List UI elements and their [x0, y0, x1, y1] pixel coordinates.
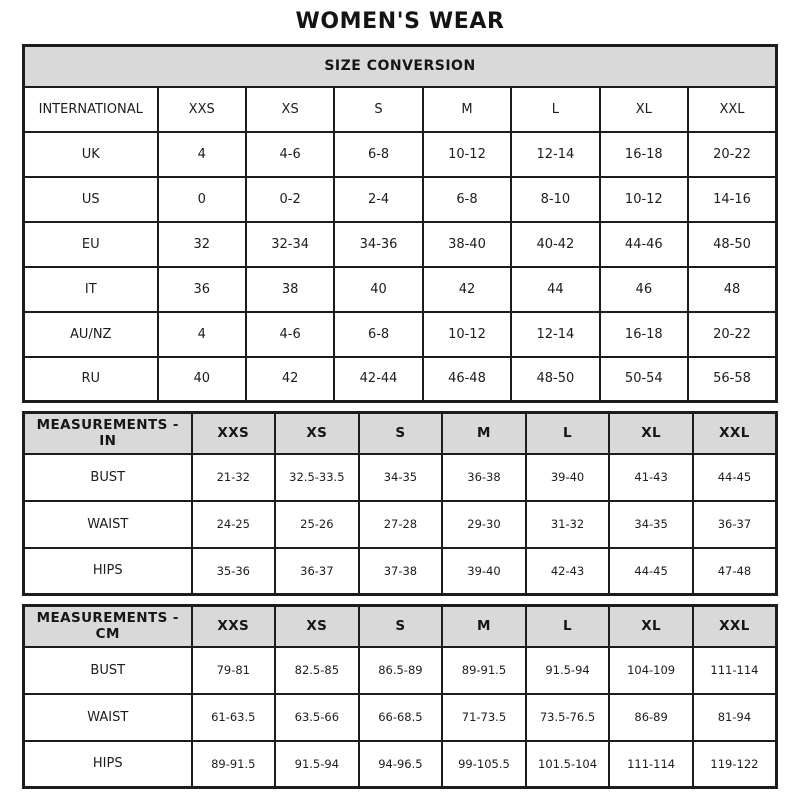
value-cell: 48: [688, 267, 776, 312]
value-cell: 91.5-94: [526, 647, 610, 694]
size-conversion-table: [22, 44, 778, 403]
value-cell: 73.5-76.5: [526, 694, 610, 741]
table-row: [24, 222, 777, 267]
value-cell: 35-36: [192, 548, 276, 595]
value-cell: 86.5-89: [359, 647, 443, 694]
table-header-row: [24, 606, 777, 647]
value-cell: 47-48: [693, 548, 777, 595]
value-cell: 10-12: [600, 177, 688, 222]
value-cell: 44: [511, 267, 599, 312]
value-cell: 20-22: [688, 312, 776, 357]
value-cell: 37-38: [359, 548, 443, 595]
row-label-cell: WAIST: [24, 694, 192, 741]
value-cell: 16-18: [600, 312, 688, 357]
table-row: [24, 177, 777, 222]
value-cell: 36: [158, 267, 246, 312]
row-label-cell: US: [24, 177, 158, 222]
column-header-cell: XL: [609, 413, 693, 454]
column-header-cell: MEASUREMENTS - CM: [24, 606, 192, 647]
value-cell: 41-43: [609, 454, 693, 501]
column-header-cell: XXS: [192, 413, 276, 454]
value-cell: 36-38: [442, 454, 526, 501]
value-cell: M: [423, 87, 511, 132]
value-cell: 4-6: [246, 132, 334, 177]
value-cell: 111-114: [693, 647, 777, 694]
column-header-cell: XS: [275, 606, 359, 647]
column-header-cell: XL: [609, 606, 693, 647]
value-cell: 31-32: [526, 501, 610, 548]
value-cell: 6-8: [334, 132, 422, 177]
value-cell: 32: [158, 222, 246, 267]
value-cell: 36-37: [693, 501, 777, 548]
value-cell: 79-81: [192, 647, 276, 694]
value-cell: 46-48: [423, 357, 511, 402]
table-row: [24, 357, 777, 402]
column-header-cell: XXS: [192, 606, 276, 647]
table-title-row: [24, 46, 777, 87]
value-cell: 32.5-33.5: [275, 454, 359, 501]
column-header-cell: XXL: [693, 606, 777, 647]
table-row: [24, 87, 777, 132]
value-cell: 82.5-85: [275, 647, 359, 694]
value-cell: 34-35: [609, 501, 693, 548]
value-cell: 44-46: [600, 222, 688, 267]
value-cell: 2-4: [334, 177, 422, 222]
value-cell: 40-42: [511, 222, 599, 267]
value-cell: 119-122: [693, 741, 777, 788]
row-label-cell: WAIST: [24, 501, 192, 548]
value-cell: 34-35: [359, 454, 443, 501]
size-conversion-table-title: SIZE CONVERSION: [24, 46, 777, 87]
size-conversion-table-body: [24, 87, 777, 402]
table-row: [24, 267, 777, 312]
row-label-cell: HIPS: [24, 741, 192, 788]
value-cell: 94-96.5: [359, 741, 443, 788]
value-cell: 104-109: [609, 647, 693, 694]
value-cell: XXL: [688, 87, 776, 132]
row-label-cell: BUST: [24, 647, 192, 694]
column-header-cell: M: [442, 606, 526, 647]
value-cell: 34-36: [334, 222, 422, 267]
value-cell: 10-12: [423, 132, 511, 177]
value-cell: 24-25: [192, 501, 276, 548]
value-cell: 4: [158, 132, 246, 177]
value-cell: 39-40: [442, 548, 526, 595]
value-cell: 42: [246, 357, 334, 402]
column-header-cell: S: [359, 413, 443, 454]
measurements-cm-table: [22, 604, 778, 789]
value-cell: 36-37: [275, 548, 359, 595]
value-cell: 12-14: [511, 132, 599, 177]
value-cell: 101.5-104: [526, 741, 610, 788]
row-label-cell: INTERNATIONAL: [24, 87, 158, 132]
row-label-cell: RU: [24, 357, 158, 402]
value-cell: 89-91.5: [192, 741, 276, 788]
row-label-cell: BUST: [24, 454, 192, 501]
column-header-cell: L: [526, 606, 610, 647]
table-row: [24, 132, 777, 177]
value-cell: 0-2: [246, 177, 334, 222]
value-cell: 89-91.5: [442, 647, 526, 694]
value-cell: 66-68.5: [359, 694, 443, 741]
value-cell: 99-105.5: [442, 741, 526, 788]
value-cell: 71-73.5: [442, 694, 526, 741]
column-header-cell: L: [526, 413, 610, 454]
value-cell: 111-114: [609, 741, 693, 788]
table-row: [24, 548, 777, 595]
value-cell: 44-45: [609, 548, 693, 595]
value-cell: 46: [600, 267, 688, 312]
row-label-cell: IT: [24, 267, 158, 312]
table-row: [24, 454, 777, 501]
value-cell: S: [334, 87, 422, 132]
table-header-row: [24, 413, 777, 454]
value-cell: 16-18: [600, 132, 688, 177]
value-cell: 42-43: [526, 548, 610, 595]
value-cell: 56-58: [688, 357, 776, 402]
value-cell: 63.5-66: [275, 694, 359, 741]
row-label-cell: HIPS: [24, 548, 192, 595]
measurements-cm-table-body: [24, 606, 777, 788]
value-cell: 38: [246, 267, 334, 312]
column-header-cell: S: [359, 606, 443, 647]
column-header-cell: M: [442, 413, 526, 454]
value-cell: 48-50: [511, 357, 599, 402]
measurements-in-table-body: [24, 413, 777, 595]
value-cell: XXS: [158, 87, 246, 132]
value-cell: 40: [334, 267, 422, 312]
value-cell: 42-44: [334, 357, 422, 402]
value-cell: 81-94: [693, 694, 777, 741]
value-cell: 27-28: [359, 501, 443, 548]
table-row: [24, 741, 777, 788]
value-cell: 10-12: [423, 312, 511, 357]
value-cell: 4-6: [246, 312, 334, 357]
row-label-cell: UK: [24, 132, 158, 177]
value-cell: 25-26: [275, 501, 359, 548]
value-cell: 86-89: [609, 694, 693, 741]
table-row: [24, 501, 777, 548]
table-row: [24, 312, 777, 357]
value-cell: XL: [600, 87, 688, 132]
table-row: [24, 647, 777, 694]
value-cell: 14-16: [688, 177, 776, 222]
value-cell: L: [511, 87, 599, 132]
value-cell: 42: [423, 267, 511, 312]
value-cell: 91.5-94: [275, 741, 359, 788]
value-cell: 61-63.5: [192, 694, 276, 741]
table-row: [24, 694, 777, 741]
value-cell: 48-50: [688, 222, 776, 267]
value-cell: 21-32: [192, 454, 276, 501]
measurements-in-table: [22, 411, 778, 596]
value-cell: 44-45: [693, 454, 777, 501]
value-cell: 38-40: [423, 222, 511, 267]
page-title: WOMEN'S WEAR: [295, 9, 505, 34]
column-header-cell: XS: [275, 413, 359, 454]
value-cell: 50-54: [600, 357, 688, 402]
value-cell: 0: [158, 177, 246, 222]
value-cell: 6-8: [334, 312, 422, 357]
row-label-cell: AU/NZ: [24, 312, 158, 357]
value-cell: 8-10: [511, 177, 599, 222]
value-cell: 6-8: [423, 177, 511, 222]
row-label-cell: EU: [24, 222, 158, 267]
value-cell: 4: [158, 312, 246, 357]
value-cell: 12-14: [511, 312, 599, 357]
value-cell: 29-30: [442, 501, 526, 548]
column-header-cell: MEASUREMENTS - IN: [24, 413, 192, 454]
value-cell: 32-34: [246, 222, 334, 267]
value-cell: 39-40: [526, 454, 610, 501]
value-cell: 40: [158, 357, 246, 402]
value-cell: XS: [246, 87, 334, 132]
column-header-cell: XXL: [693, 413, 777, 454]
value-cell: 20-22: [688, 132, 776, 177]
